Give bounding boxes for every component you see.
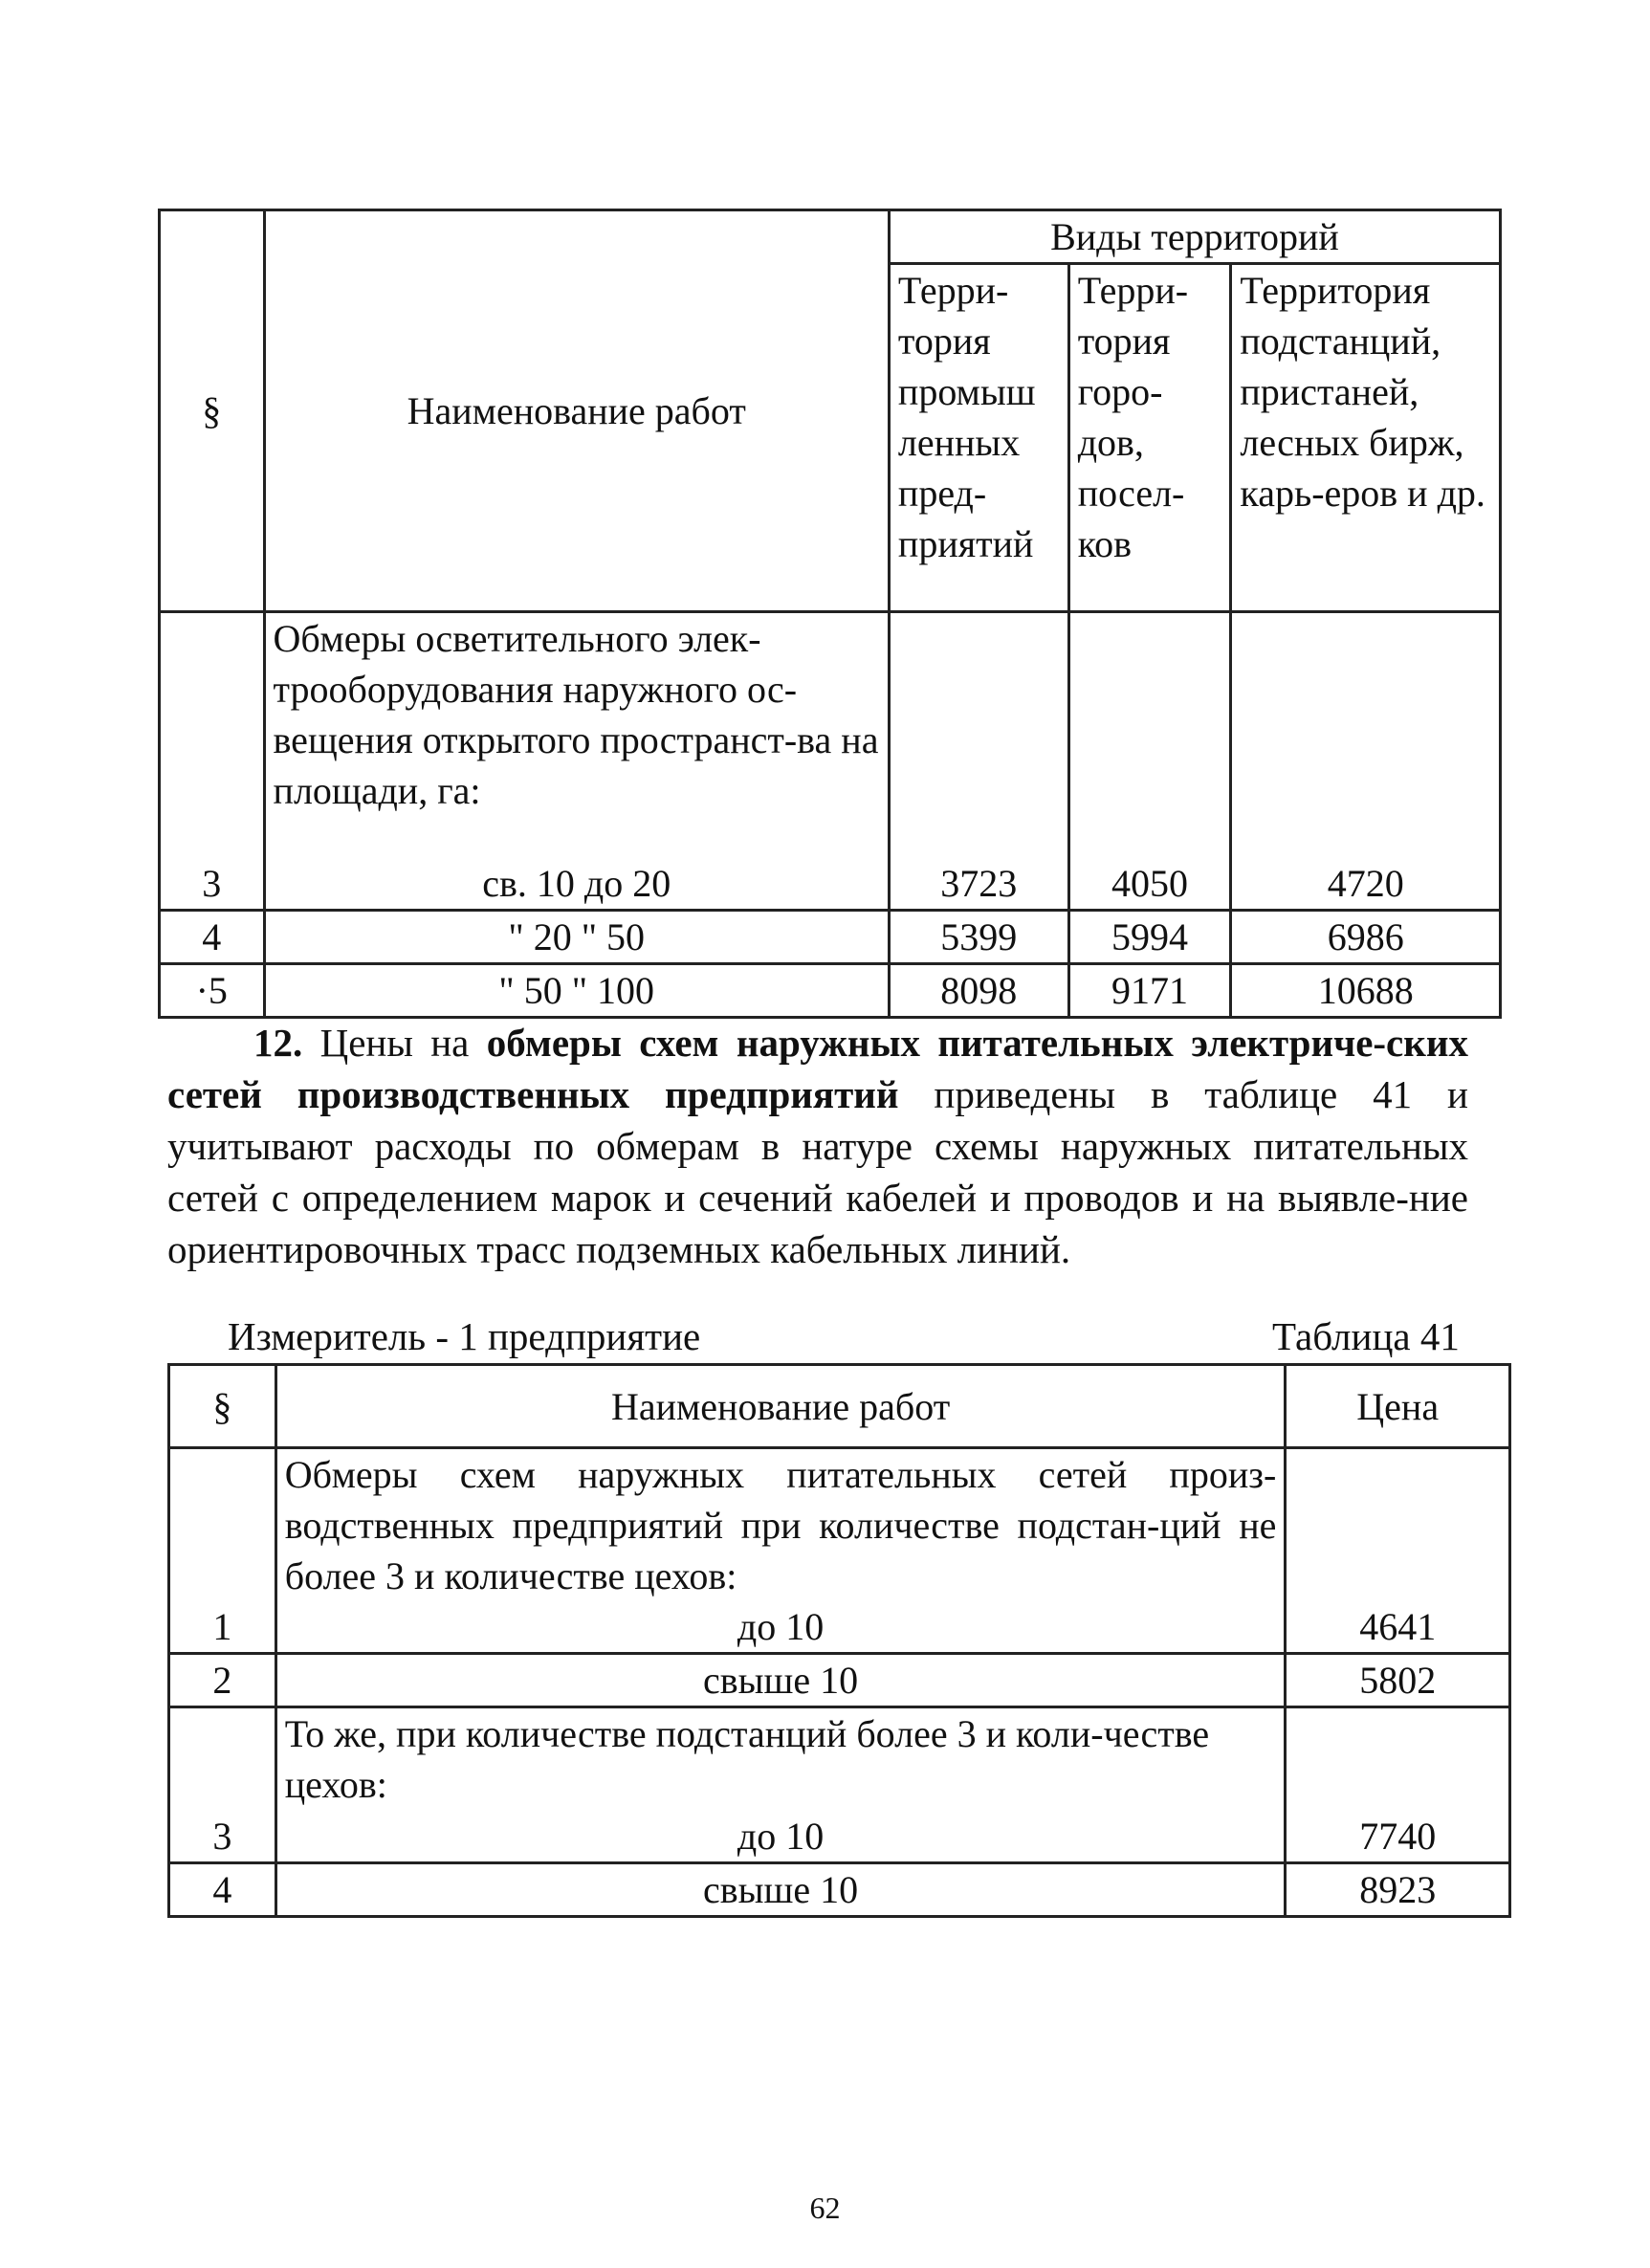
row-name: до 10 xyxy=(275,1601,1286,1654)
table-label: Таблица 41 xyxy=(1272,1314,1460,1358)
row-value: 5399 xyxy=(889,910,1068,963)
table-row xyxy=(169,1811,1510,1863)
row-name: свыше 10 xyxy=(275,1862,1286,1916)
table-row xyxy=(160,858,1501,911)
row-number: ·5 xyxy=(160,963,265,1017)
header-work-name: Наименование работ xyxy=(275,1365,1286,1448)
row-price: 4641 xyxy=(1286,1601,1510,1654)
table-40 xyxy=(158,209,1502,1019)
table-row xyxy=(160,963,1501,1017)
group-text: Обмеры осветительного элек-трооборудования наружного ос-вещения открытого пространст-ва на площади, га: xyxy=(264,612,889,858)
paragraph-text: приведены в таблице 41 и учитывают расходы по обмерам в натуре схемы наружных питательных сетей с определением марок и сечений кабелей и проводов и на выявле-ние ориентировочных трасс подземных кабельных линий. xyxy=(167,1072,1468,1271)
table-row xyxy=(169,1862,1510,1916)
page-number: 62 xyxy=(809,2191,841,2225)
row-number: 1 xyxy=(169,1601,276,1654)
paragraph-bold-text: обмеры схем наружных питательных электриче-ских сетей производственных предприятий xyxy=(167,1021,1469,1116)
row-value: 4050 xyxy=(1068,858,1231,911)
group-text: Обмеры схем наружных питательных сетей произ-водственных предприятий при количестве подстан-ций не более 3 и количестве цехов: xyxy=(275,1448,1286,1602)
header-price: Цена xyxy=(1286,1365,1510,1448)
paragraph-text: Цены на xyxy=(302,1021,487,1065)
row-number: 4 xyxy=(160,910,265,963)
header-col-substations: Территория подстанций, пристаней, лесных бирж, карь-еров и др. xyxy=(1231,264,1501,612)
table-41 xyxy=(167,1363,1511,1918)
paragraph-number: 12. xyxy=(253,1021,303,1065)
measure-unit: Измеритель - 1 предприятие xyxy=(228,1314,701,1358)
row-value: 3723 xyxy=(889,858,1068,911)
header-col-industrial: Терри-тория промыш ленных пред-приятий xyxy=(889,264,1068,612)
table-row xyxy=(160,910,1501,963)
row-name: до 10 xyxy=(275,1811,1286,1863)
row-price: 7740 xyxy=(1286,1811,1510,1863)
row-value: 5994 xyxy=(1068,910,1231,963)
row-value: 4720 xyxy=(1231,858,1501,911)
row-price: 8923 xyxy=(1286,1862,1510,1916)
row-number: 2 xyxy=(169,1654,276,1707)
row-name: " 20 " 50 xyxy=(264,910,889,963)
paragraph-12 xyxy=(167,1017,1468,1275)
header-territory-types: Виды территорий xyxy=(889,210,1500,264)
row-number: 3 xyxy=(160,858,265,911)
row-number: 4 xyxy=(169,1862,276,1916)
group-text: То же, при количестве подстанций более 3 и коли-честве цехов: xyxy=(275,1707,1286,1811)
table-row xyxy=(169,1654,1510,1707)
table-row xyxy=(169,1601,1510,1654)
row-name: св. 10 до 20 xyxy=(264,858,889,911)
row-value: 9171 xyxy=(1068,963,1231,1017)
row-value: 6986 xyxy=(1231,910,1501,963)
row-price: 5802 xyxy=(1286,1654,1510,1707)
header-paragraph-sign: § xyxy=(169,1365,276,1448)
row-name: свыше 10 xyxy=(275,1654,1286,1707)
row-value: 10688 xyxy=(1231,963,1501,1017)
row-value: 8098 xyxy=(889,963,1068,1017)
row-name: " 50 " 100 xyxy=(264,963,889,1017)
header-col-cities: Терри-тория горо-дов, посел-ков xyxy=(1068,264,1231,612)
header-paragraph-sign: § xyxy=(160,210,265,612)
row-number: 3 xyxy=(169,1811,276,1863)
header-work-name: Наименование работ xyxy=(264,210,889,612)
